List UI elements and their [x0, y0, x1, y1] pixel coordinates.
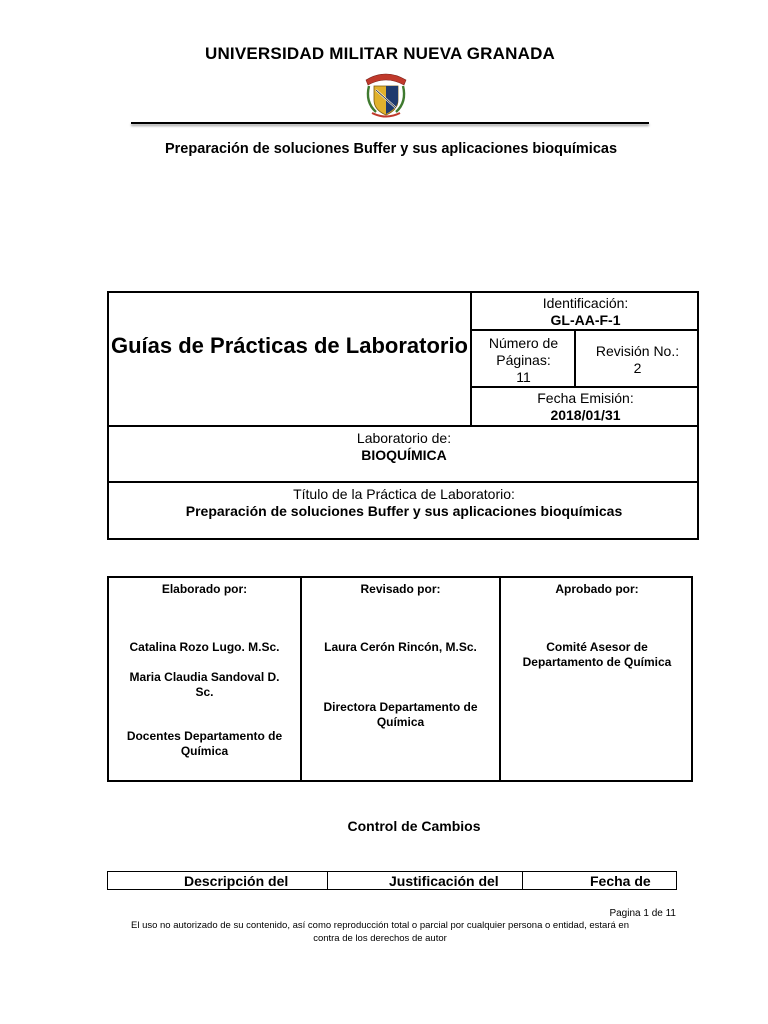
elaborado-title: Elaborado por:: [161, 582, 248, 596]
column-header-justificacion: Justificación del: [389, 873, 499, 889]
column-header-descripcion: Descripción del: [184, 873, 289, 889]
paginas-value: 11: [516, 369, 531, 385]
divider: [109, 481, 699, 483]
paginas-label-line-1: Número de: [488, 335, 559, 351]
elaborado-name-2-suffix: Sc.: [195, 685, 214, 699]
elaborado-role-line-2: Química: [180, 744, 229, 758]
aprobado-title: Aprobado por:: [555, 582, 639, 596]
revisado-name: Laura Cerón Rincón, M.Sc.: [324, 640, 477, 654]
approvals-table: [107, 576, 693, 782]
laboratorio-value: BIOQUÍMICA: [361, 447, 447, 463]
university-crest-logo: [362, 68, 410, 120]
practice-guide-title: Guías de Prácticas de Laboratorio: [110, 333, 468, 358]
document-info-table: [107, 291, 699, 540]
university-name: UNIVERSIDAD MILITAR NUEVA GRANADA: [204, 44, 556, 63]
document-subtitle: Preparación de soluciones Buffer y sus aplicaciones bioquímicas: [164, 141, 618, 157]
fecha-emision-label: Fecha Emisión:: [537, 390, 634, 406]
divider: [109, 425, 699, 427]
identificacion-value: GL-AA-F-1: [550, 312, 621, 328]
laboratorio-label: Laboratorio de:: [356, 430, 452, 446]
revisado-role-line-2: Química: [376, 715, 425, 729]
revisado-title: Revisado por:: [360, 582, 441, 596]
identificacion-label: Identificación:: [542, 295, 629, 311]
change-control-title: Control de Cambios: [347, 818, 481, 834]
change-control-table: [107, 871, 677, 890]
header-rule: [131, 122, 649, 124]
titulo-practica-value: Preparación de soluciones Buffer y sus aplicaciones bioquímicas: [185, 503, 623, 519]
copyright-notice-line-1: El uso no autorizado de su contenido, así como reproducción total o parcial por cualquier persona o entidad, estará en: [130, 920, 629, 931]
revisado-role: Directora Departamento de: [323, 700, 478, 714]
elaborado-name-1: Catalina Rozo Lugo. M.Sc.: [129, 640, 280, 654]
revision-value: 2: [633, 360, 642, 376]
elaborado-role: Docentes Departamento de: [126, 729, 283, 743]
column-header-fecha: Fecha de: [590, 873, 651, 889]
divider: [522, 872, 523, 889]
titulo-practica-label: Título de la Práctica de Laboratorio:: [293, 486, 515, 502]
paginas-label-line-2: Páginas:: [496, 352, 551, 368]
page-number: Pagina 1 de 11: [609, 908, 676, 919]
fecha-emision-value: 2018/01/31: [550, 407, 621, 423]
copyright-notice: [110, 920, 650, 945]
divider: [470, 386, 699, 388]
elaborado-name-2: Maria Claudia Sandoval D.: [129, 670, 280, 684]
aprobado-name-line-2: Departamento de Química: [522, 655, 672, 669]
divider: [327, 872, 328, 889]
divider: [499, 578, 501, 782]
divider: [300, 578, 302, 782]
aprobado-name: Comité Asesor de: [546, 640, 648, 654]
revision-label: Revisión No.:: [595, 343, 680, 359]
copyright-notice-line-2: contra de los derechos de autor: [313, 932, 447, 944]
divider: [470, 329, 699, 331]
